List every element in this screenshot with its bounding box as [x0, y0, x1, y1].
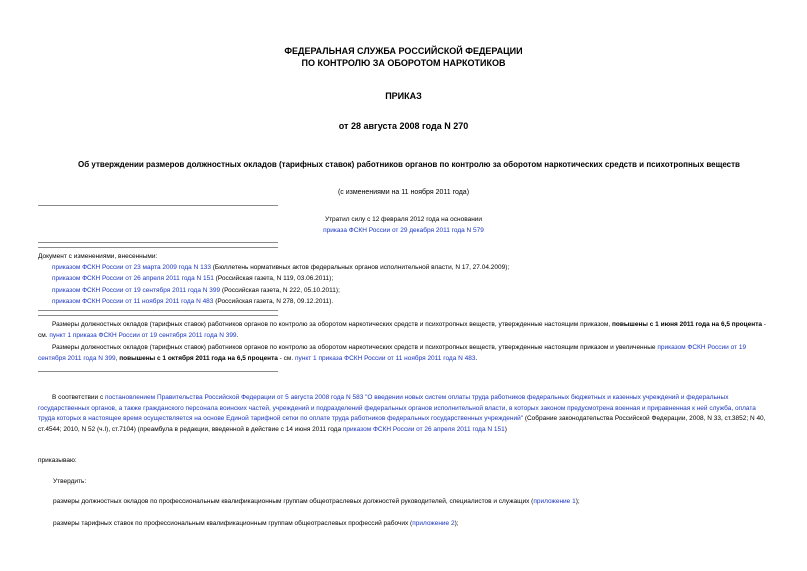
- amendment-link[interactable]: приказом ФСКН России от 11 ноября 2011 года N 483: [52, 297, 214, 305]
- amendment-source: (Российская газета, N 222, 05.10.2011);: [220, 286, 340, 294]
- divider: [38, 371, 278, 372]
- amendment-item: [38, 296, 509, 307]
- amendment-source: (Бюллетень нормативных актов федеральных органов исполнительной власти, N 17, 27.04.2009);: [210, 264, 510, 272]
- document-date: от 28 августа 2008 года N 270: [338, 121, 469, 131]
- document-type: ПРИКАЗ: [385, 91, 422, 101]
- amendment-item: [38, 262, 509, 273]
- divider: [38, 205, 278, 206]
- amendment-link[interactable]: приказом ФСКН России от 19 сентября 2011 года N 399: [52, 286, 221, 294]
- edition-note: (с изменениями на 11 ноября 2011 года): [337, 189, 470, 196]
- amendment-link[interactable]: приказом ФСКН России от 26 апреля 2011 года N 151: [52, 275, 214, 283]
- approval-item: размеры должностных окладов по профессиональным квалификационным группам общеотраслевых должностей руководителей, специалистов и служащих (приложение 1);: [53, 498, 580, 505]
- approve-word: Утвердить:: [53, 478, 87, 485]
- divider: [38, 242, 278, 243]
- amendment-source: (Российская газета, N 278, 09.12.2011).: [213, 297, 334, 305]
- amendments-list: [38, 251, 509, 307]
- preamble-paragraph: В соответствии с постановлением Правительства Российской Федерации от 5 августа 2008 года N 583 "О введении новых систем оплаты труда работников федеральных бюджетных и казенных учреждений и федеральных государственных органов, а также гражданского персонала воинских частей, учреждений и подразделений федеральных органов исполнительной власти, в которых законом предусмотрена военная и приравненная к ней служба, оплата труда которых в настоящее время осуществляется на основе Единой тарифной сетки по оплате труда работников федеральных государственных учреждений" (Собрание законодательства Российской Федерации, 2008, N 33, ст.3852; N 40, ст.4544; 2010, N 52 (ч.I), ст.7104) (преамбула в редакции, введенной в действие с 14 июня 2011 года приказом ФСКН России от 26 апреля 2011 года N 151): [38, 394, 766, 433]
- repeal-order-link[interactable]: приказа ФСКН России от 29 декабря 2011 года N 579: [323, 227, 484, 234]
- divider: [38, 310, 278, 311]
- amending-order-link[interactable]: приказом ФСКН России от 26 апреля 2011 года N 151: [342, 425, 505, 433]
- approval-item: размеры тарифных ставок по профессиональным квалификационным группам общеотраслевых профессий рабочих (приложение 2);: [53, 520, 459, 527]
- divider: [38, 247, 278, 248]
- appendix-link[interactable]: приложение 1: [533, 498, 576, 505]
- decree-link[interactable]: постановлением Правительства Российской Федерации от 5 августа 2008 года N 583 "О введении новых систем оплаты труда работников федеральных бюджетных и казенных учреждений и федеральных государственных органов, а также гражданского персонала воинских частей, учреждений и подразделений федеральных органов исполнительной власти, в которых законом предусмотрена военная и приравненная к ней служба, оплата труда которых в настоящее время осуществляется на основе Единой тарифной сетки по оплате труда работников федеральных государственных учреждений": [38, 394, 756, 422]
- orders-word: приказываю:: [38, 457, 77, 464]
- note-raise-june: Размеры должностных окладов (тарифных ставок) работников органов по контролю за оборотом наркотических средств и психотропных веществ, утвержденные настоящим приказом, повышены с 1 июня 2011 года на 6,5 процента - см. пункт 1 приказа ФСКН России от 19 сентября 2011 года N 399.: [38, 321, 766, 339]
- document-title: Об утверждении размеров должностных окладов (тарифных ставок) работников органов по контролю за оборотом наркотических средств и психотропных веществ: [78, 160, 740, 169]
- divider: [38, 315, 278, 316]
- org-name-line2: ПО КОНТРОЛЮ ЗА ОБОРОТОМ НАРКОТИКОВ: [301, 58, 506, 68]
- amendment-source: (Российская газета, N 119, 03.06.2011);: [213, 275, 334, 283]
- org-name-line1: ФЕДЕРАЛЬНАЯ СЛУЖБА РОССИЙСКОЙ ФЕДЕРАЦИИ: [284, 46, 523, 56]
- appendix-link[interactable]: приложение 2: [412, 520, 455, 527]
- note-link[interactable]: приказом ФСКН России от 19 сентября 2011 года N 399: [38, 344, 747, 362]
- note-link[interactable]: пункт 1 приказа ФСКН России от 11 ноября 2011 года N 483: [294, 354, 476, 362]
- amendment-item: [38, 273, 509, 284]
- amendment-item: [38, 285, 509, 296]
- repeal-text: Утратил силу с 12 февраля 2012 года на основании: [324, 216, 483, 223]
- note-link[interactable]: пункт 1 приказа ФСКН России от 19 сентября 2011 года N 399: [49, 331, 237, 339]
- note-raise-october: Размеры должностных окладов (тарифных ставок) работников органов по контролю за оборотом наркотических средств и психотропных веществ, утвержденные настоящим приказом и увеличенные приказом ФСКН России от 19 сентября 2011 года N 399, повышены с 1 октября 2011 года на 6,5 процента - см. пункт 1 приказа ФСКН России от 11 ноября 2011 года N 483.: [38, 344, 747, 362]
- amendment-link[interactable]: приказом ФСКН России от 23 марта 2009 года N 133: [52, 264, 211, 272]
- amendments-heading: Документ с изменениями, внесенными:: [38, 253, 158, 260]
